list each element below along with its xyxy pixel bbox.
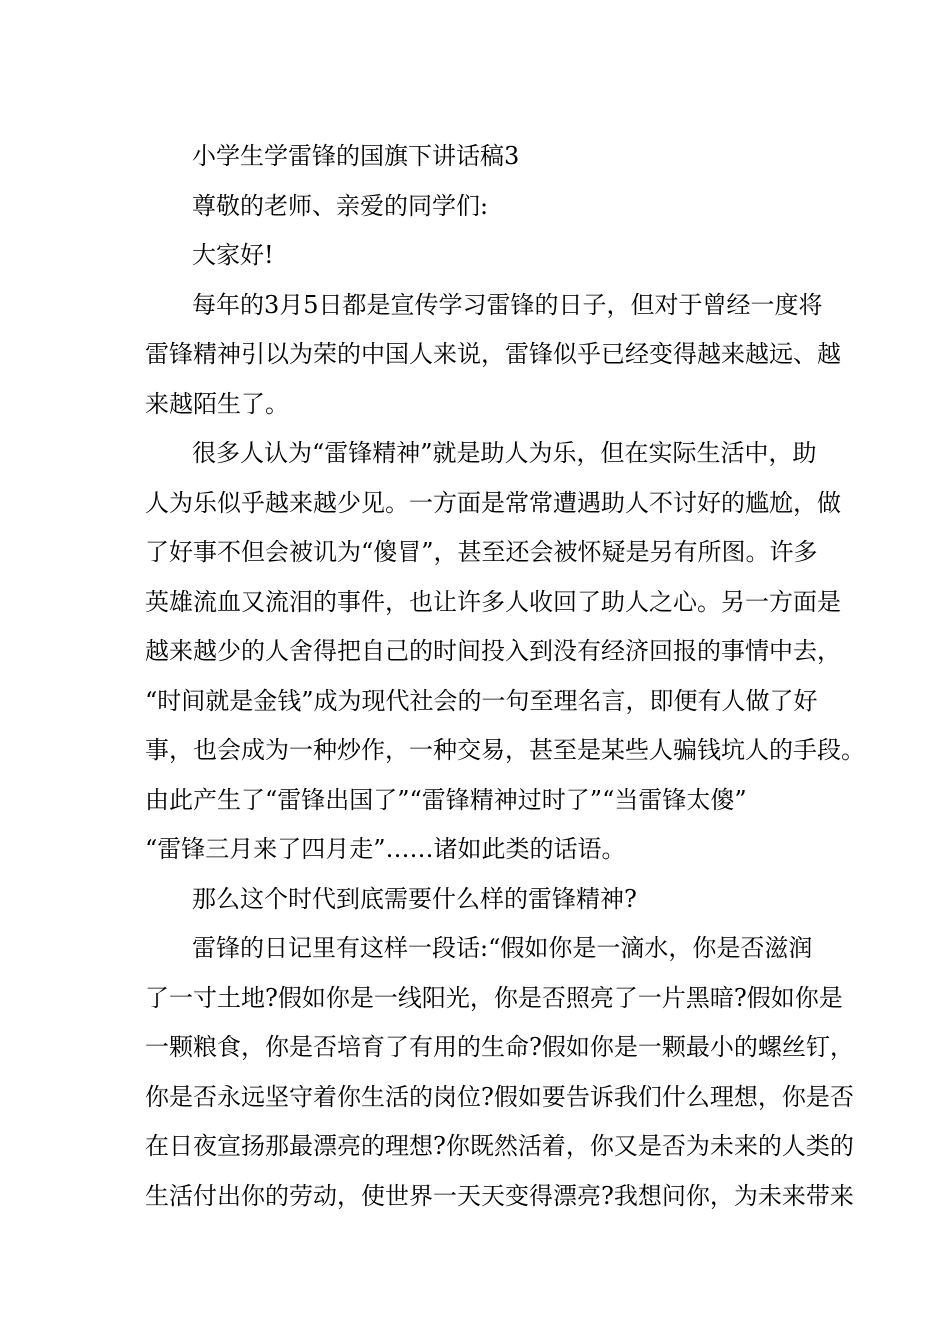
paragraph-body-1: [145, 281, 841, 430]
text-line: 小学生学雷锋的国旗下讲话稿3: [192, 142, 520, 170]
text-line: 在日夜宣扬那最漂亮的理想?你既然活着，你又是否为未来的人类的: [145, 1132, 854, 1160]
text-line: 事，也会成为一种炒作，一种交易，甚至是某些人骗钱坑人的手段。: [145, 736, 865, 764]
text-line: 了一寸土地?假如你是一线阳光，你是否照亮了一片黑暗?假如你是: [145, 983, 843, 1012]
text-line: 你是否永远坚守着你生活的岗位?假如要告诉我们什么理想，你是否: [145, 1082, 854, 1111]
text-line: “时间就是金钱”成为现代社会的一句至理名言，即便有人做了好: [145, 686, 818, 715]
text-line: 雷锋精神引以为荣的中国人来说，雷锋似乎已经变得越来越远、越: [145, 340, 841, 368]
paragraph-body-2: [145, 429, 865, 875]
document-body: [145, 132, 865, 1221]
paragraph-question: [145, 875, 805, 925]
text-line: 人为乐似乎越来越少见。一方面是常常遭遇助人不讨好的尴尬，做: [145, 488, 841, 517]
text-line: “雷锋三月来了四月走”……诸如此类的话语。: [145, 835, 626, 863]
text-line: 了好事不但会被讥为“傻冒”，甚至还会被怀疑是另有所图。许多: [145, 538, 818, 566]
text-line: 大家好!: [192, 241, 274, 269]
text-line: 雷锋的日记里有这样一段话:“假如你是一滴水，你是否滋润: [192, 934, 813, 962]
text-line: 生活付出你的劳动，使世界一天天变得漂亮?我想问你，为未来带来: [145, 1181, 854, 1210]
paragraph-body-3: [145, 924, 854, 1221]
paragraph-salutation: [145, 182, 805, 232]
text-line: 尊敬的老师、亲爱的同学们:: [192, 191, 489, 220]
text-line: 由此产生了“雷锋出国了”“雷锋精神过时了”“当雷锋太傻”: [145, 785, 747, 814]
text-line: 英雄流血又流泪的事件，也让许多人收回了助人之心。另一方面是: [145, 587, 841, 616]
text-line: 很多人认为“雷锋精神”就是助人为乐，但在实际生活中，助: [192, 439, 817, 467]
paragraph-greeting: [145, 231, 805, 281]
text-line: 越来越少的人舍得把自己的时间投入到没有经济回报的事情中去，: [145, 637, 841, 665]
text-line: 来越陌生了。: [145, 389, 289, 418]
text-line: 那么这个时代到底需要什么样的雷锋精神?: [192, 884, 637, 913]
paragraph-title: [145, 132, 805, 182]
text-line: 每年的3月5日都是宣传学习雷锋的日子，但对于曾经一度将: [192, 290, 823, 319]
text-line: 一颗粮食，你是否培育了有用的生命?假如你是一颗最小的螺丝钉，: [145, 1033, 854, 1061]
